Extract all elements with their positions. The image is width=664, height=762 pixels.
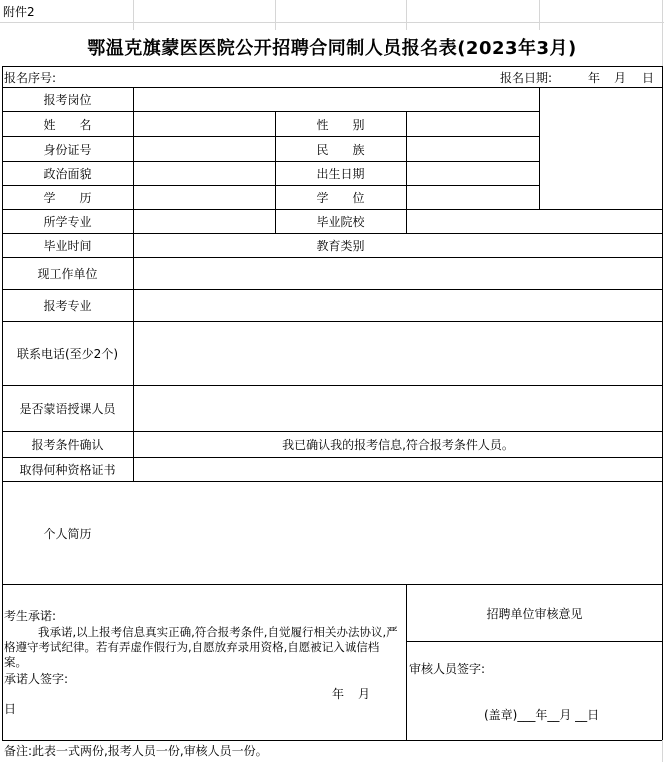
footnote: 备注:此表一式两份,报考人员一份,审核人员一份。 — [4, 744, 268, 758]
label-current-employer: 现工作单位 — [37, 267, 98, 281]
stamp-date: (盖章)___年__月 __日 — [484, 708, 600, 722]
label-phone: 联系电话(至少2个) — [17, 347, 118, 361]
education-field[interactable] — [134, 186, 275, 209]
name-field[interactable] — [134, 112, 275, 136]
id-number-field[interactable] — [134, 137, 275, 161]
label-major: 所学专业 — [43, 215, 92, 229]
phone-field[interactable] — [134, 322, 662, 385]
date-year: 年 — [588, 70, 601, 85]
graduation-time-field[interactable] — [134, 234, 275, 257]
reviewer-signature-label: 审核人员签字: — [409, 662, 486, 676]
page-title: 鄂温克旗蒙医医院公开招聘合同制人员报名表(2023年3月) — [87, 38, 577, 59]
pledge-title: 考生承诺: — [4, 609, 57, 623]
label-birth-date: 出生日期 — [316, 167, 365, 181]
political-status-field[interactable] — [134, 162, 275, 185]
label-gender: 性 别 — [316, 117, 365, 132]
pledge-signature-label: 承诺人签字: — [4, 672, 69, 686]
date-day: 日 — [642, 70, 655, 85]
label-education: 学 历 — [43, 191, 92, 205]
date-label: 报名日期: — [500, 70, 553, 85]
school-field[interactable] — [407, 210, 662, 233]
label-eligibility: 报考条件确认 — [31, 438, 104, 452]
mongolian-taught-field[interactable] — [134, 386, 662, 431]
label-ethnicity: 民 族 — [316, 142, 365, 157]
photo-area[interactable] — [540, 88, 662, 209]
label-degree: 学 位 — [316, 191, 365, 205]
pledge-body: 我承诺,以上报考信息真实正确,符合报考条件,自觉履行相关办法协议,严格遵守考试纪律。若有弄虚作假行为,自愿放弃录用资格,自愿被记入诚信档案。 — [4, 625, 398, 669]
label-mongolian-taught: 是否蒙语授课人员 — [19, 402, 116, 416]
applied-major-field[interactable] — [134, 290, 662, 321]
label-education-type: 教育类别 — [316, 239, 365, 253]
pledge-month: 月 — [358, 687, 371, 701]
label-school: 毕业院校 — [316, 215, 365, 229]
education-type-field[interactable] — [407, 234, 662, 257]
pledge-day: 日 — [4, 702, 17, 716]
birth-date-field[interactable] — [407, 162, 539, 185]
certificates-field[interactable] — [134, 458, 662, 481]
serial-number-label: 报名序号: — [4, 70, 57, 85]
pledge-year: 年 — [332, 687, 345, 701]
label-certificates: 取得何种资格证书 — [19, 463, 116, 477]
degree-field[interactable] — [407, 186, 539, 209]
label-graduation-time: 毕业时间 — [43, 239, 92, 253]
label-applied-major: 报考专业 — [43, 299, 92, 313]
eligibility-confirmation-text: 我已确认我的报考信息,符合报考条件人员。 — [282, 438, 514, 452]
label-position: 报考岗位 — [43, 93, 92, 107]
gender-field[interactable] — [407, 112, 539, 136]
review-title: 招聘单位审核意见 — [486, 606, 583, 621]
current-employer-field[interactable] — [134, 258, 662, 289]
date-month: 月 — [614, 70, 627, 85]
position-field[interactable] — [134, 88, 539, 111]
major-field[interactable] — [134, 210, 275, 233]
ethnicity-field[interactable] — [407, 137, 539, 161]
attachment-label: 附件2 — [3, 5, 35, 19]
label-resume: 个人简历 — [43, 526, 92, 541]
resume-field[interactable] — [134, 482, 662, 584]
label-name: 姓 名 — [43, 117, 92, 132]
label-id-number: 身份证号 — [43, 142, 92, 157]
label-political-status: 政治面貌 — [43, 167, 92, 181]
